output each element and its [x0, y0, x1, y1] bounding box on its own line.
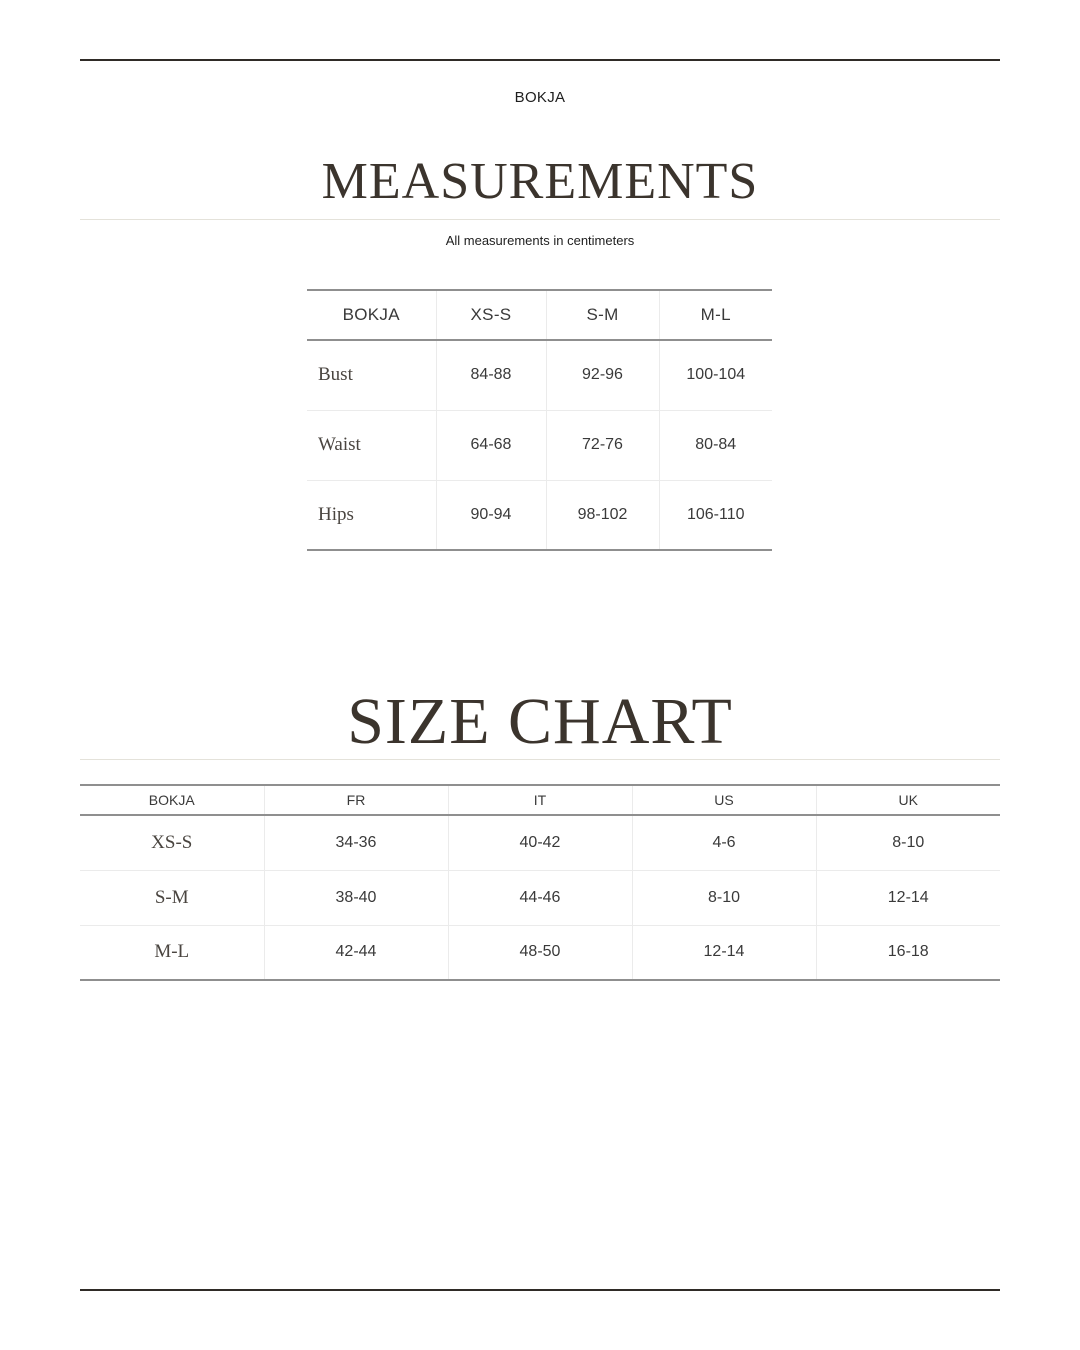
- table-cell: 16-18: [816, 925, 1000, 980]
- bottom-divider: [80, 1289, 1000, 1291]
- table-cell: 40-42: [448, 815, 632, 870]
- row-label: Hips: [307, 480, 436, 550]
- size-chart-title-underline: [80, 759, 1000, 760]
- table-cell: 8-10: [632, 870, 816, 925]
- table-cell: 84-88: [436, 340, 546, 410]
- size-chart-header-cell: IT: [448, 785, 632, 815]
- size-chart-header-row: [80, 785, 1000, 815]
- table-cell: 12-14: [632, 925, 816, 980]
- measurements-title: MEASUREMENTS: [321, 153, 759, 210]
- table-cell: 90-94: [436, 480, 546, 550]
- table-cell: 64-68: [436, 410, 546, 480]
- measurements-header-row: [307, 290, 772, 340]
- size-chart-title: SIZE CHART: [347, 685, 733, 758]
- row-label: XS-S: [80, 815, 264, 870]
- size-chart-header-cell: US: [632, 785, 816, 815]
- row-label: Bust: [307, 340, 436, 410]
- size-chart-table: [80, 784, 1000, 981]
- measurements-subtitle: All measurements in centimeters: [445, 233, 635, 248]
- table-cell: 106-110: [659, 480, 772, 550]
- table-cell: 48-50: [448, 925, 632, 980]
- row-label: S-M: [80, 870, 264, 925]
- measurements-table: [307, 289, 772, 551]
- measurements-title-underline: [80, 219, 1000, 220]
- table-cell: 38-40: [264, 870, 448, 925]
- top-divider: [80, 59, 1000, 61]
- table-cell: 72-76: [546, 410, 659, 480]
- measurements-header-cell: BOKJA: [307, 290, 436, 340]
- table-cell: 42-44: [264, 925, 448, 980]
- table-cell: 34-36: [264, 815, 448, 870]
- size-chart-header-cell: UK: [816, 785, 1000, 815]
- row-label: M-L: [80, 925, 264, 980]
- table-row: [307, 410, 772, 480]
- table-row: [307, 340, 772, 410]
- size-chart-header-cell: FR: [264, 785, 448, 815]
- measurements-header-cell: M-L: [659, 290, 772, 340]
- table-cell: 8-10: [816, 815, 1000, 870]
- table-row: [80, 815, 1000, 870]
- table-cell: 12-14: [816, 870, 1000, 925]
- table-cell: 80-84: [659, 410, 772, 480]
- table-row: [80, 925, 1000, 980]
- table-cell: 100-104: [659, 340, 772, 410]
- table-cell: 4-6: [632, 815, 816, 870]
- measurements-header-cell: XS-S: [436, 290, 546, 340]
- row-label: Waist: [307, 410, 436, 480]
- table-cell: 44-46: [448, 870, 632, 925]
- brand-label: BOKJA: [514, 89, 566, 106]
- table-cell: 98-102: [546, 480, 659, 550]
- table-cell: 92-96: [546, 340, 659, 410]
- measurements-header-cell: S-M: [546, 290, 659, 340]
- table-row: [307, 480, 772, 550]
- table-row: [80, 870, 1000, 925]
- size-chart-header-cell: BOKJA: [80, 785, 264, 815]
